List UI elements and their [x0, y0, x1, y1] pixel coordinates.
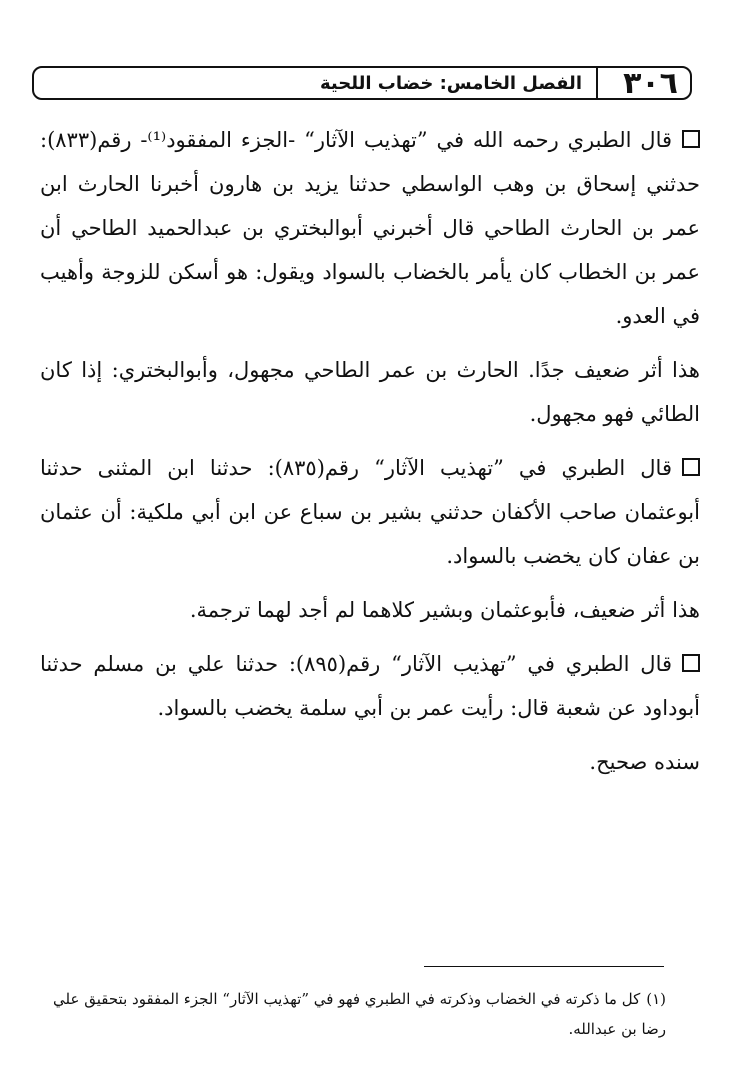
page-body [40, 118, 700, 784]
checkbox-icon [682, 130, 700, 148]
header-divider [596, 66, 598, 100]
paragraph-5 [40, 642, 700, 730]
running-header [32, 66, 692, 100]
paragraph-text: سنده صحيح. [589, 750, 700, 774]
paragraph-text: هذا أثر ضعيف، فأبوعثمان وبشير كلاهما لم أجد لهما ترجمة. [189, 598, 700, 622]
footnote-marker: (١) [646, 990, 666, 1008]
chapter-title: الفصل الخامس: خضاب اللحية [319, 73, 582, 94]
paragraph-6 [40, 740, 700, 784]
paragraph-4 [40, 588, 700, 632]
paragraph-text: قال الطبري في ”تهذيب الآثار“ رقم(٨٩٥): حدثنا علي بن مسلم حدثنا أبوداود عن شعبة قال: رأيت عمر بن أبي سلمة يخضب بالسواد. [40, 652, 700, 720]
paragraph-text: هذا أثر ضعيف جدًا. الحارث بن عمر الطاحي مجهول، وأبوالبختري: إذا كان الطائي فهو مجهول. [40, 358, 700, 426]
checkbox-icon [682, 458, 700, 476]
footnote [46, 984, 666, 1044]
paragraph-2 [40, 348, 700, 436]
paragraph-text: قال الطبري رحمه الله في ”تهذيب الآثار“ -الجزء المفقود⁽¹⁾- رقم(٨٣٣): حدثني إسحاق بن وهب الواسطي حدثنا يزيد بن هارون أخبرنا الحارث ابن عمر بن الحارث الطاحي قال أخبرني أبوالبختري بن عبدالحميد الطاحي أن عمر بن الخطاب كان يأمر بالخضاب بالسواد ويقول: هو أسكن للزوجة وأهيب في العدو. [40, 128, 700, 328]
paragraph-text: قال الطبري في ”تهذيب الآثار“ رقم(٨٣٥): حدثنا ابن المثنى حدثنا أبوعثمان صاحب الأكفان حدثني بشير بن سباع عن ابن أبي ملكية: أن عثمان بن عفان كان يخضب بالسواد. [40, 456, 700, 568]
checkbox-icon [682, 654, 700, 672]
footnote-text: كل ما ذكرته في الخضاب وذكرته في الطبري فهو في ”تهذيب الآثار“ الجزء المفقود بتحقيق علي رضا بن عبدالله. [53, 990, 666, 1038]
page-number: ٣٠٦ [623, 66, 678, 101]
footnote-separator [424, 966, 664, 967]
paragraph-3 [40, 446, 700, 578]
paragraph-1 [40, 118, 700, 338]
